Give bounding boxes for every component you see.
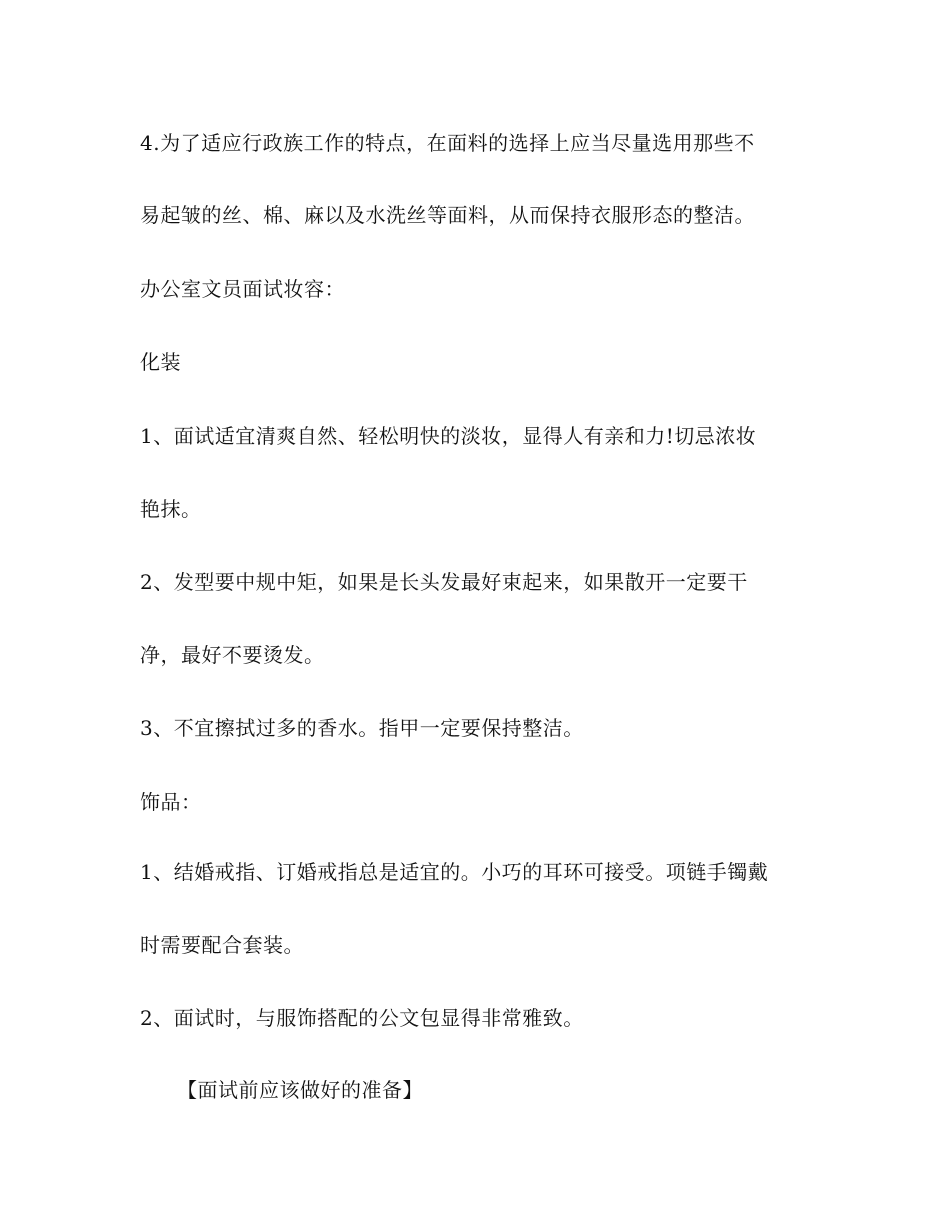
makeup-item-1-line-1: 1、面试适宜清爽自然、轻松明快的淡妆，显得人有亲和力!切忌浓妆: [140, 424, 757, 448]
accessory-item-2: 2、面试时，与服饰搭配的公文包显得非常雅致。: [140, 1006, 584, 1030]
subheading-makeup: 化装: [140, 350, 181, 374]
makeup-item-3: 3、不宜擦拭过多的香水。指甲一定要保持整洁。: [140, 716, 584, 740]
makeup-item-1-line-2: 艳抹。: [140, 497, 202, 521]
makeup-item-2-line-1: 2、发型要中规中矩，如果是长头发最好束起来，如果散开一定要干: [140, 570, 748, 594]
section-heading: 【面试前应该做好的准备】: [177, 1078, 423, 1102]
makeup-item-2-line-2: 净，最好不要烫发。: [140, 643, 325, 667]
subheading-office-makeup: 办公室文员面试妆容：: [140, 277, 345, 301]
paragraph-fabric-line-1: 4.为了适应行政族工作的特点，在面料的选择上应当尽量选用那些不: [140, 131, 755, 155]
subheading-accessories: 饰品：: [140, 790, 202, 814]
accessory-item-1-line-2: 时需要配合套装。: [140, 933, 304, 957]
paragraph-fabric-line-2: 易起皱的丝、棉、麻以及水洗丝等面料，从而保持衣服形态的整洁。: [140, 203, 755, 227]
accessory-item-1-line-1: 1、结婚戒指、订婚戒指总是适宜的。小巧的耳环可接受。项链手镯戴: [140, 860, 769, 884]
